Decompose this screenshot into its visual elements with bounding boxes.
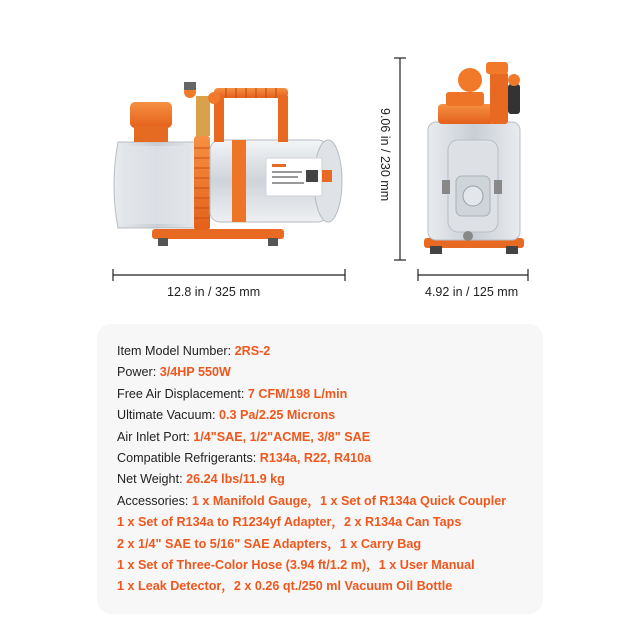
spec-model: Item Model Number: 2RS-2 <box>117 344 271 358</box>
height-dimension-label: 9.06 in / 230 mm <box>378 108 392 202</box>
accessories-line: 1 x Set of R134a to R1234yf Adapter，2 x R134a Can Taps <box>117 515 462 530</box>
pump-front-view <box>424 62 524 254</box>
spec-accessories: Accessories: 1 x Manifold Gauge，1 x Set of R134a Quick Coupler <box>117 493 507 508</box>
spec-net-weight: Net Weight: 26.24 lbs/11.9 kg <box>117 472 285 487</box>
accessories-line: 1 x Set of Three-Color Hose (3.94 ft/1.2 m)，1 x User Manual <box>117 557 475 572</box>
accessories-line: 2 x 1/4" SAE to 5/16" SAE Adapters，1 x Carry Bag <box>117 536 422 551</box>
length-dimension-label: 12.8 in / 325 mm <box>167 285 261 299</box>
accessories-line: 1 x Leak Detector，2 x 0.26 qt./250 ml Vacuum Oil Bottle <box>117 579 453 594</box>
spec-refrigerants: Compatible Refrigerants: R134a, R22, R410a <box>117 450 372 465</box>
height-dimension-line <box>394 58 406 260</box>
width-dimension-line <box>418 269 528 281</box>
spec-power: Power: 3/4HP 550W <box>117 365 231 380</box>
spec-vacuum: Ultimate Vacuum: 0.3 Pa/2.25 Microns <box>117 408 336 423</box>
width-dimension-label: 4.92 in / 125 mm <box>425 285 519 299</box>
spec-inlet-port: Air Inlet Port: 1/4"SAE, 1/2"ACME, 3/8" SAE <box>117 429 371 444</box>
spec-displacement: Free Air Displacement: 7 CFM/198 L/min <box>117 386 348 401</box>
spec-list <box>117 341 537 598</box>
length-dimension-line <box>113 269 345 281</box>
product-illustration <box>0 0 640 310</box>
pump-side-view <box>114 82 342 246</box>
